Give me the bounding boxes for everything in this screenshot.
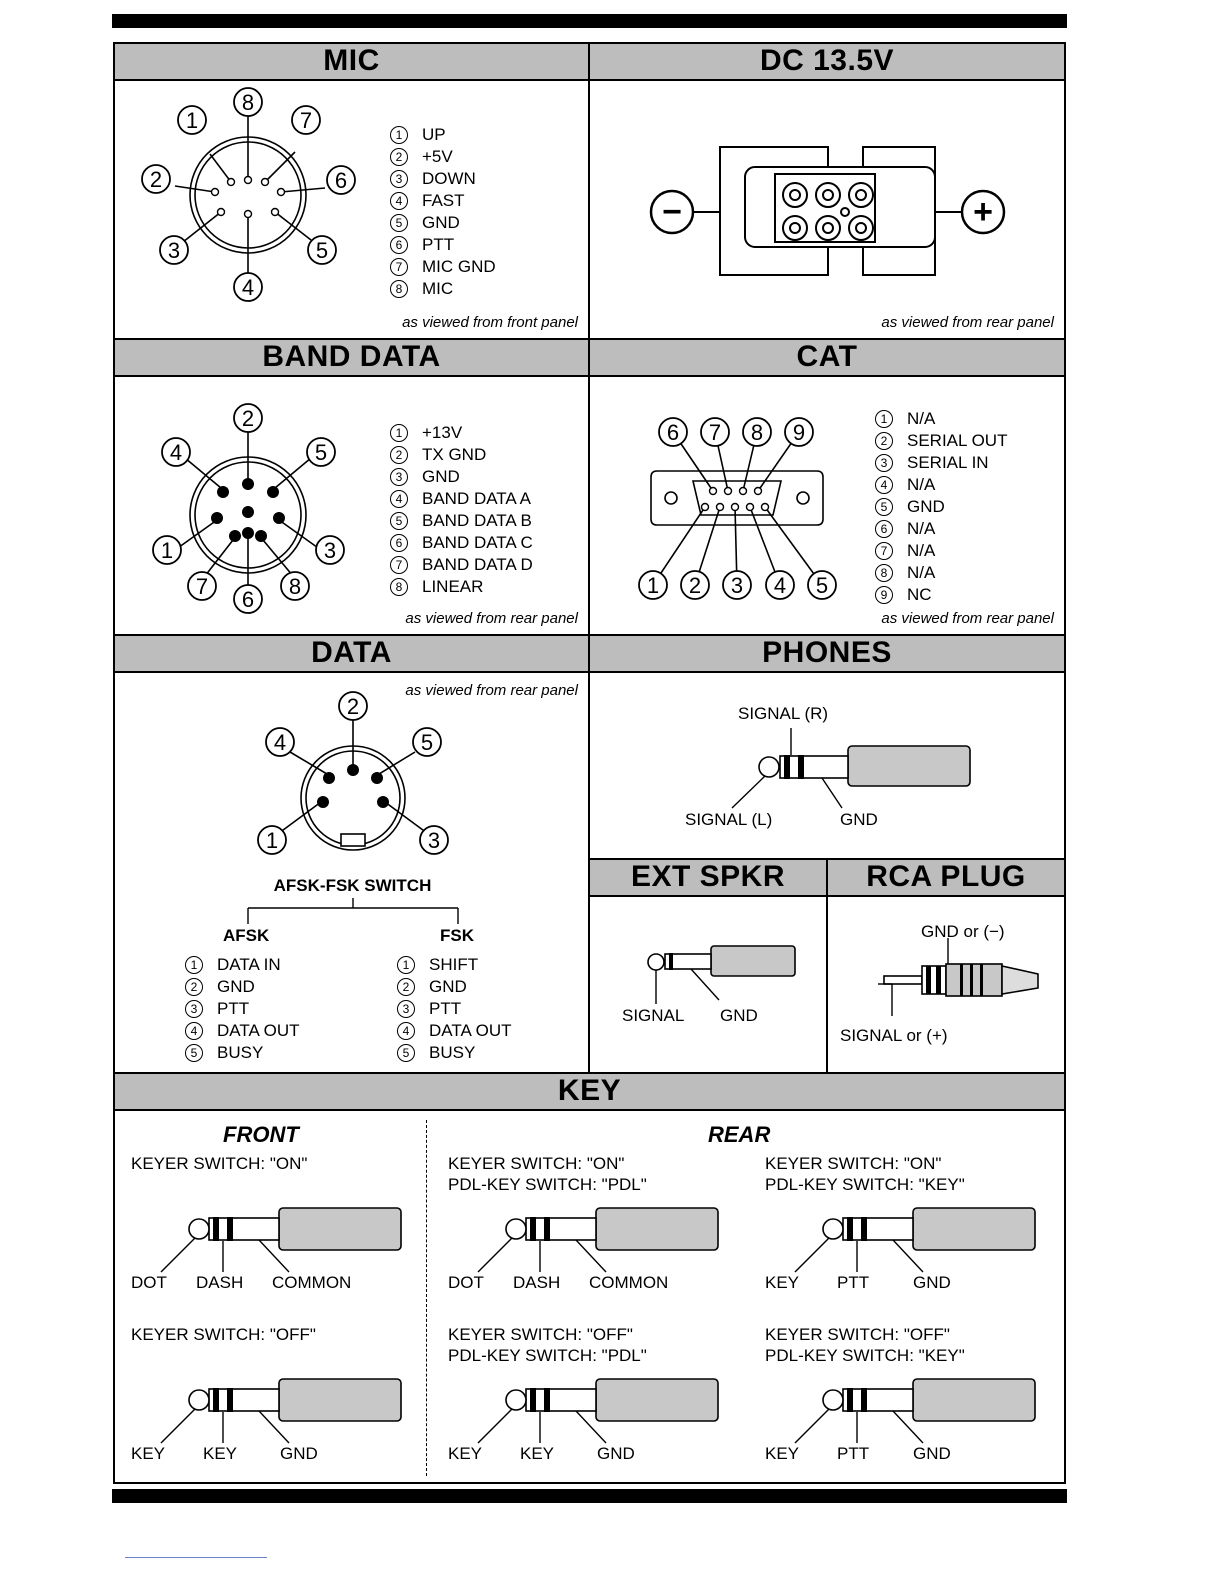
cat-pin-7: N/A <box>907 541 936 560</box>
band-data-panel: BAND DATA 2 4 5 1 3 7 8 6 1 +13V 2 TX GND 3 GND 4 BAND DATA A 5 BAND DATA B 6 BAND DATA C 7 BAND DATA D 8 LINEAR as viewed from rear panel <box>113 338 590 636</box>
afsk-pin-5: BUSY <box>217 1043 264 1062</box>
mic-pin-3: DOWN <box>422 169 476 188</box>
band-pin-label-8: 8 <box>288 574 302 599</box>
afsk-fsk-switch-label: AFSK-FSK SWITCH <box>273 876 432 895</box>
mic-pin-1: UP <box>422 125 446 144</box>
cat-pin-label-5: 5 <box>815 573 829 598</box>
front-off-plug <box>155 1375 445 1455</box>
phones-gnd: GND <box>840 810 878 829</box>
band-pin-3: GND <box>422 467 460 486</box>
cat-pin-label-7: 7 <box>708 420 722 445</box>
rear-off-key-line1: KEYER SWITCH: "OFF" <box>765 1325 950 1344</box>
afsk-pin-3: PTT <box>217 999 250 1018</box>
cat-pin-6: N/A <box>907 519 936 538</box>
mic-pin-6: PTT <box>422 235 455 254</box>
front-on-b: DASH <box>196 1273 244 1292</box>
cat-title: CAT <box>590 340 1064 377</box>
cat-pin-2: SERIAL OUT <box>907 431 1008 450</box>
data-title: DATA <box>115 636 588 673</box>
front-on-c: COMMON <box>272 1273 352 1292</box>
phones-signal-r: SIGNAL (R) <box>738 704 829 723</box>
afsk-pin-2: GND <box>217 977 255 996</box>
front-off-c: GND <box>280 1444 318 1463</box>
cat-note: as viewed from rear panel <box>881 610 1054 627</box>
switch-bracket <box>225 898 485 928</box>
band-pin-6: BAND DATA C <box>422 533 533 552</box>
cat-pin-9: NC <box>907 585 932 604</box>
phones-title: PHONES <box>590 636 1064 673</box>
band-data-note: as viewed from rear panel <box>405 610 578 627</box>
front-on-plug <box>155 1204 445 1284</box>
data-pin-label-3: 3 <box>427 828 441 853</box>
rear-off-key-a: KEY <box>765 1444 800 1463</box>
data-pin-label-4: 4 <box>273 730 287 755</box>
rear-on-key-plug <box>789 1204 1079 1284</box>
front-off-line1: KEYER SWITCH: "OFF" <box>131 1325 316 1344</box>
data-pin-label-5: 5 <box>420 730 434 755</box>
afsk-label: AFSK <box>223 926 270 945</box>
ext-spkr-title: EXT SPKR <box>590 860 826 897</box>
mic-pin-label-2: 2 <box>149 167 163 192</box>
phones-panel <box>588 634 1066 860</box>
mic-panel: MIC 8 1 7 2 6 3 5 4 1 UP 2 +5V 3 DOWN 4 FAST 5 GND 6 PTT 7 MIC GND 8 MIC as viewed from front panel <box>113 42 590 340</box>
mic-pin-label-8: 8 <box>241 90 255 115</box>
front-on-a: DOT <box>131 1273 167 1292</box>
rear-off-pdl-a: KEY <box>448 1444 483 1463</box>
rear-off-pdl-c: GND <box>597 1444 635 1463</box>
rear-off-key-line2: PDL-KEY SWITCH: "KEY" <box>765 1346 965 1365</box>
fsk-pin-2: GND <box>429 977 467 996</box>
mic-pin-label-6: 6 <box>334 168 348 193</box>
dc-plus-label: + <box>973 193 993 231</box>
band-data-connector-diagram <box>135 400 375 630</box>
rear-on-key-line2: PDL-KEY SWITCH: "KEY" <box>765 1175 965 1194</box>
band-pin-2: TX GND <box>422 445 487 464</box>
mic-pin-label-3: 3 <box>167 238 181 263</box>
cat-pin-3: SERIAL IN <box>907 453 989 472</box>
dc-title: DC 13.5V <box>590 44 1064 81</box>
dc-connector-diagram <box>645 142 1045 282</box>
dc-panel <box>588 42 1066 340</box>
mic-pin-label-1: 1 <box>185 108 199 133</box>
band-pin-1: +13V <box>422 423 463 442</box>
mic-title: MIC <box>115 44 588 81</box>
top-rule <box>112 14 1067 28</box>
rear-on-pdl-line1: KEYER SWITCH: "ON" <box>448 1154 625 1173</box>
rear-off-pdl-line2: PDL-KEY SWITCH: "PDL" <box>448 1346 647 1365</box>
fsk-pin-5: BUSY <box>429 1043 476 1062</box>
fsk-pin-3: PTT <box>429 999 462 1018</box>
footnote-rule <box>125 1557 267 1558</box>
cat-connector-diagram <box>635 415 875 615</box>
band-pin-label-5: 5 <box>314 440 328 465</box>
rear-on-pdl-c: COMMON <box>589 1273 669 1292</box>
cat-pin-1: N/A <box>907 409 936 428</box>
band-pin-label-2: 2 <box>241 406 255 431</box>
rear-on-key-a: KEY <box>765 1273 800 1292</box>
ext-spkr-gnd: GND <box>720 1006 758 1025</box>
rca-signal: SIGNAL or (+) <box>840 1026 948 1045</box>
data-pin-label-2: 2 <box>346 694 360 719</box>
cat-pin-label-2: 2 <box>688 573 702 598</box>
rca-title: RCA PLUG <box>828 860 1064 897</box>
band-pin-5: BAND DATA B <box>422 511 532 530</box>
fsk-pin-4: DATA OUT <box>429 1021 512 1040</box>
ext-spkr-signal: SIGNAL <box>622 1006 685 1025</box>
rear-off-pdl-line1: KEYER SWITCH: "OFF" <box>448 1325 633 1344</box>
key-front-label: FRONT <box>223 1122 299 1147</box>
band-pin-7: BAND DATA D <box>422 555 533 574</box>
band-pin-8: LINEAR <box>422 577 484 596</box>
fsk-label: FSK <box>440 926 474 945</box>
cat-pin-5: GND <box>907 497 945 516</box>
key-title: KEY <box>115 1074 1064 1111</box>
front-on-line1: KEYER SWITCH: "ON" <box>131 1154 308 1173</box>
cat-pin-label-4: 4 <box>773 573 787 598</box>
cat-pin-8: N/A <box>907 563 936 582</box>
rear-on-key-line1: KEYER SWITCH: "ON" <box>765 1154 942 1173</box>
cat-pin-label-1: 1 <box>646 573 660 598</box>
ext-spkr-panel <box>588 858 828 1074</box>
front-off-a: KEY <box>131 1444 166 1463</box>
mic-pin-8: MIC <box>422 279 454 298</box>
rear-on-pdl-b: DASH <box>513 1273 561 1292</box>
rca-gnd: GND or (−) <box>921 922 1005 941</box>
mic-pin-label-7: 7 <box>299 108 313 133</box>
rear-on-pdl-plug <box>472 1204 762 1284</box>
rear-on-key-c: GND <box>913 1273 951 1292</box>
fsk-pin-1: SHIFT <box>429 955 479 974</box>
band-pin-4: BAND DATA A <box>422 489 531 508</box>
mic-connector-diagram <box>135 90 375 342</box>
afsk-pin-1: DATA IN <box>217 955 281 974</box>
rear-on-pdl-a: DOT <box>448 1273 484 1292</box>
rear-on-pdl-line2: PDL-KEY SWITCH: "PDL" <box>448 1175 647 1194</box>
band-data-title: BAND DATA <box>115 340 588 377</box>
data-connector-diagram <box>235 690 475 860</box>
mic-pin-7: MIC GND <box>422 257 496 276</box>
data-panel: DATA as viewed from rear panel 2 4 5 1 3 AFSK-FSK SWITCH AFSK FSK 1 DATA IN 2 GND 3 PTT 4 DATA OUT 5 BUSY 1 SHIFT 2 GND 3 PTT 4 DATA OUT 5 BUSY <box>113 634 590 1074</box>
bottom-rule <box>112 1489 1067 1503</box>
data-pin-label-1: 1 <box>265 828 279 853</box>
mic-pin-label-5: 5 <box>315 238 329 263</box>
front-off-b: KEY <box>203 1444 238 1463</box>
mic-pin-2: +5V <box>422 147 453 166</box>
rear-off-pdl-plug <box>472 1375 762 1455</box>
mic-pin-5: GND <box>422 213 460 232</box>
cat-pin-4: N/A <box>907 475 936 494</box>
band-pin-label-1: 1 <box>160 538 174 563</box>
phones-signal-l: SIGNAL (L) <box>685 810 773 829</box>
cat-pin-label-8: 8 <box>750 420 764 445</box>
cat-pin-label-9: 9 <box>792 420 806 445</box>
rear-off-key-b: PTT <box>837 1444 870 1463</box>
rear-on-key-b: PTT <box>837 1273 870 1292</box>
key-rear-label: REAR <box>708 1122 771 1147</box>
cat-pin-label-3: 3 <box>730 573 744 598</box>
band-pin-label-6: 6 <box>241 587 255 612</box>
data-note: as viewed from rear panel <box>405 682 578 699</box>
dc-note: as viewed from rear panel <box>881 314 1054 331</box>
band-pin-label-4: 4 <box>169 440 183 465</box>
afsk-pin-4: DATA OUT <box>217 1021 300 1040</box>
key-panel <box>113 1072 1066 1484</box>
band-pin-label-3: 3 <box>323 538 337 563</box>
band-pin-label-7: 7 <box>195 574 209 599</box>
rear-off-key-c: GND <box>913 1444 951 1463</box>
dc-minus-label: − <box>662 193 682 231</box>
mic-note: as viewed from front panel <box>402 314 578 331</box>
rear-off-key-plug <box>789 1375 1079 1455</box>
mic-pin-label-4: 4 <box>241 275 255 300</box>
cat-panel: CAT 6 7 8 9 1 2 3 4 5 1 N/A 2 SERIAL OUT 3 SERIAL IN 4 N/A 5 GND 6 N/A 7 N/A 8 N/A 9 NC as viewed from rear panel <box>588 338 1066 636</box>
cat-pin-label-6: 6 <box>666 420 680 445</box>
rear-off-pdl-b: KEY <box>520 1444 555 1463</box>
rca-panel <box>826 858 1066 1074</box>
mic-pin-4: FAST <box>422 191 465 210</box>
